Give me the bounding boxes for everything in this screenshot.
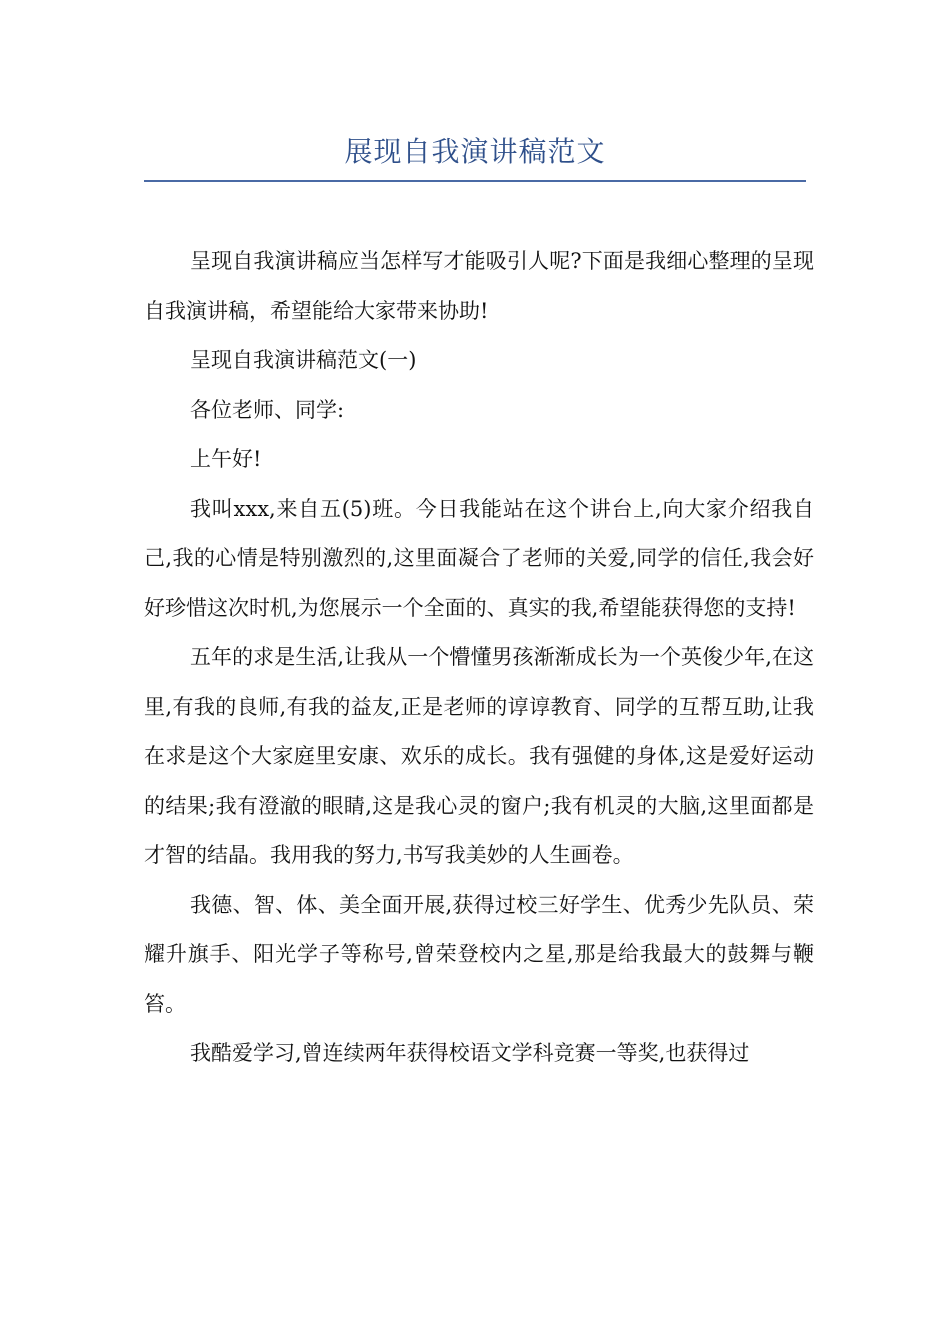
body-paragraph: 我叫xxx,来自五(5)班。今日我能站在这个讲台上,向大家介绍我自己,我的心情是特别激烈的,这里面凝合了老师的关爱,同学的信任,我会好好珍惜这次时机,为您展示一个全面的、真实的我,希望能获得您的支持! bbox=[144, 496, 814, 620]
body-paragraph: 五年的求是生活,让我从一个懵懂男孩渐渐成长为一个英俊少年,在这里,有我的良师,有我的益友,正是老师的谆谆教育、同学的互帮互助,让我在求是这个大家庭里安康、欢乐的成长。我有强健的身体,这是爱好运动的结果;我有澄澈的眼睛,这是我心灵的窗户;我有机灵的大脑,这里面都是才智的结晶。我用我的努力,书写我美妙的人生画卷。 bbox=[144, 645, 814, 867]
body-paragraph: 我德、智、体、美全面开展,获得过校三好学生、优秀少先队员、荣耀升旗手、阳光学子等称号,曾荣登校内之星,那是给我最大的鼓舞与鞭笞。 bbox=[144, 892, 814, 1016]
body-paragraph: 我酷爱学习,曾连续两年获得校语文学科竞赛一等奖,也获得过 bbox=[190, 1041, 750, 1065]
salutation: 各位老师、同学: bbox=[190, 397, 345, 422]
intro-paragraph: 呈现自我演讲稿应当怎样写才能吸引人呢?下面是我细心整理的呈现自我演讲稿，希望能给大家带来协助! bbox=[144, 249, 814, 323]
greeting: 上午好! bbox=[190, 447, 262, 471]
document-title: 展现自我演讲稿范文 bbox=[344, 135, 606, 168]
document-body bbox=[144, 237, 814, 1079]
title-divider bbox=[144, 180, 806, 182]
section-heading: 呈现自我演讲稿范文(一) bbox=[190, 348, 417, 372]
